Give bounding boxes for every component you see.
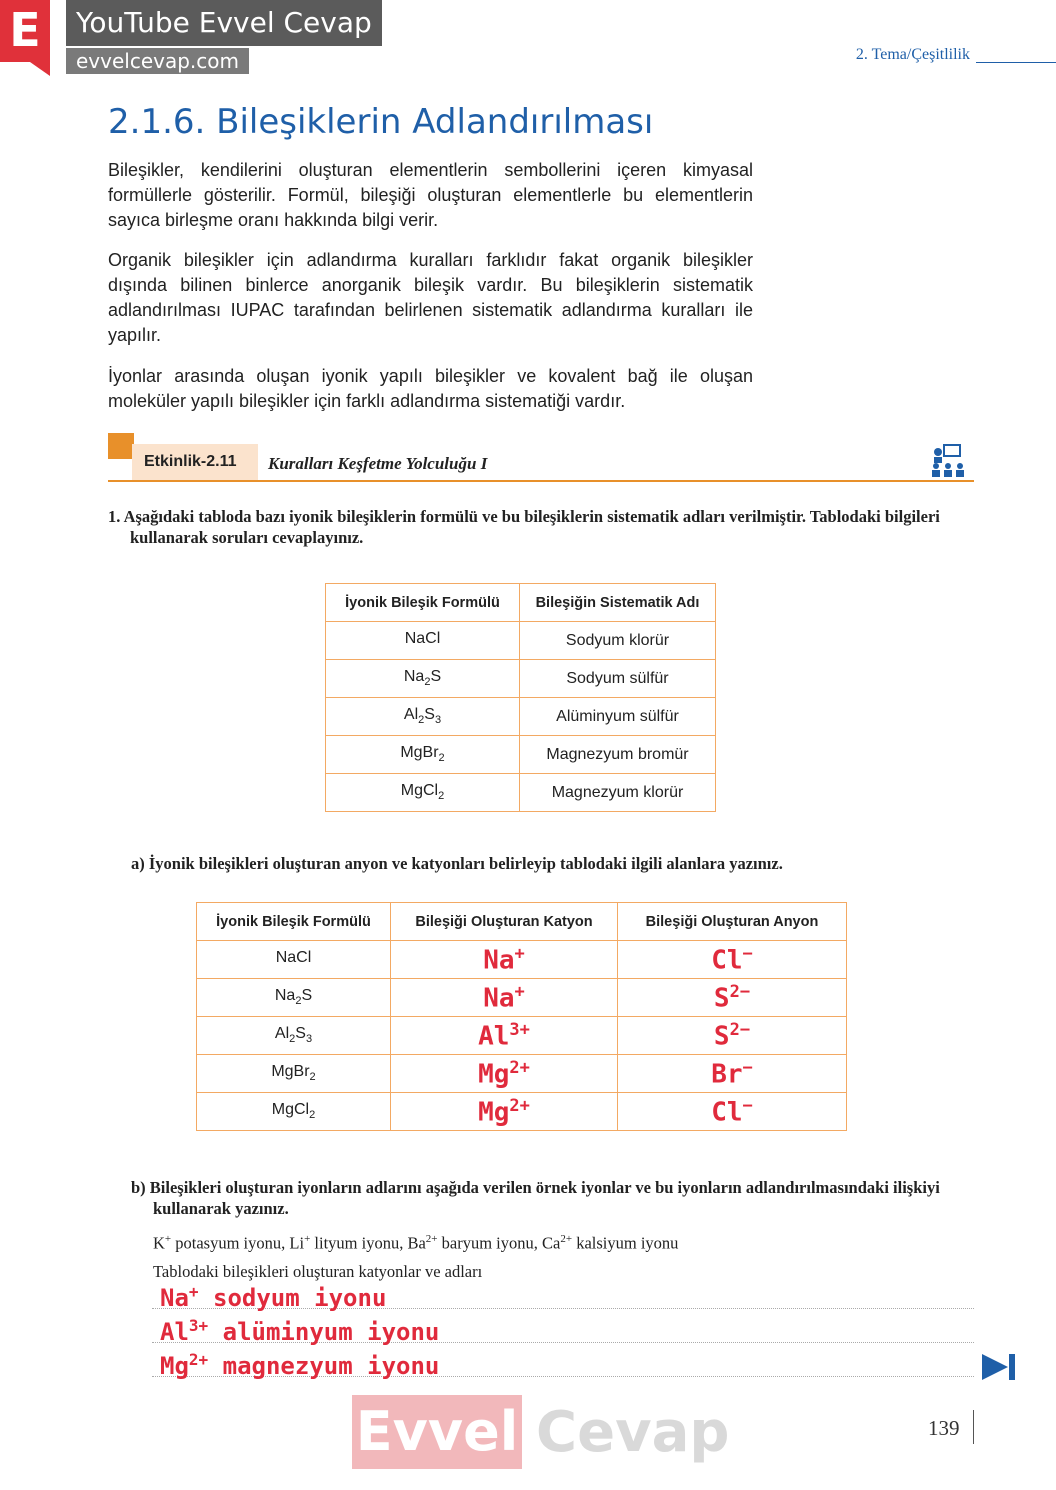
anion-cell [618, 1055, 847, 1093]
anion-symbol: Cl [711, 945, 743, 976]
formula-symbol: Na [274, 987, 296, 1005]
cations-prompt: Tablodaki bileşikleri oluşturan katyonlar ve adları [153, 1262, 483, 1281]
cation-symbol: Na [483, 983, 515, 1014]
formula-symbol: Na [403, 668, 425, 686]
answer-name: magnezyum iyonu [222, 1352, 440, 1380]
formula-subscript: 2 [309, 1071, 316, 1084]
formula-symbol: MgBr [400, 744, 439, 762]
formula-cell [197, 1093, 391, 1131]
example-ion: Ca [542, 1233, 561, 1253]
cation-symbol: Al [478, 1021, 510, 1052]
table-row [197, 1055, 847, 1093]
cation-charge: 2+ [509, 1095, 530, 1116]
formula-symbol: MgCl [271, 1101, 310, 1119]
anion-charge: − [742, 943, 753, 964]
theme-divider [976, 62, 1056, 63]
question-1: 1. Aşağıdaki tabloda bazı iyonik bileşiklerin formülü ve bu bileşiklerin sistematik adları verilmiştir. Tablodaki bilgileri kullanarak soruları cevaplayınız. [108, 507, 940, 547]
table-row [326, 660, 716, 698]
example-name: baryum iyonu, [441, 1233, 538, 1253]
example-charge: 2+ [425, 1233, 438, 1245]
formula-symbol: S [301, 987, 313, 1005]
table-ions [196, 902, 847, 1131]
formula-symbol: MgCl [400, 782, 439, 800]
theme-label: 2. Tema/Çeşitlilik [855, 46, 970, 63]
anion-symbol: S [713, 983, 730, 1014]
group-work-icon [930, 444, 966, 478]
question-b: b) Bileşikleri oluşturan iyonların adlarını aşağıda verilen örnek iyonlar ve bu iyonların adlandırılmasındaki ilişkiyi kullanarak yazınız. [131, 1178, 940, 1218]
cation-cell [391, 1017, 618, 1055]
watermark-bottom-logo: Evvel [352, 1395, 522, 1469]
answer-ion: Mg [160, 1352, 189, 1380]
paragraph-1: Bileşikler, kendilerini oluşturan elementlerin sembollerini içeren kimyasal formüllerle gösterilir. Formül, bileşiği oluşturan elementlerle bu elementlerin sayıca birleşme oranı hakkında bilgi verir. [108, 160, 753, 230]
example-ion: Ba [407, 1233, 426, 1253]
anion-symbol: S [713, 1021, 730, 1052]
formula-symbol: NaCl [404, 630, 441, 648]
example-charge: 2+ [560, 1233, 573, 1245]
table1-header-name: Bileşiğin Sistematik Adı [520, 584, 716, 622]
example-name: potasyum iyonu, [175, 1233, 286, 1253]
formula-cell [197, 979, 391, 1017]
formula-symbol: Al [274, 1025, 290, 1043]
answer-ion: Al [160, 1318, 189, 1346]
formula-cell [197, 1055, 391, 1093]
formula-cell [326, 698, 520, 736]
anion-cell [618, 1017, 847, 1055]
table-row [197, 941, 847, 979]
cation-charge: 2+ [509, 1057, 530, 1078]
answer-line-text [160, 1316, 439, 1346]
table2-header-cation: Bileşiği Oluşturan Katyon [391, 903, 618, 941]
formula-cell [326, 774, 520, 812]
table-row [326, 736, 716, 774]
anion-charge: − [742, 1057, 753, 1078]
example-ion: K [153, 1233, 165, 1253]
name-cell: Sodyum sülfür [520, 660, 716, 698]
watermark-bottom-text: Cevap [536, 1400, 730, 1465]
example-name: kalsiyum iyonu [576, 1233, 679, 1253]
anion-symbol: Cl [711, 1097, 743, 1128]
cation-symbol: Na [483, 945, 515, 976]
table-row [326, 698, 716, 736]
activity-title: Kuralları Keşfetme Yolculuğu I [268, 454, 488, 473]
name-cell: Sodyum klorür [520, 622, 716, 660]
formula-subscript: 2 [424, 676, 431, 689]
table-row [326, 774, 716, 812]
formula-subscript: 3 [305, 1033, 313, 1046]
example-name: lityum iyonu, [314, 1233, 404, 1253]
table-row [197, 1017, 847, 1055]
example-charge: + [164, 1233, 172, 1245]
cation-charge: 3+ [509, 1019, 530, 1040]
answer-charge: 2+ [188, 1350, 209, 1369]
anion-charge: − [742, 1095, 753, 1116]
anion-charge: 2− [729, 981, 751, 1002]
example-ion: Li [289, 1233, 305, 1253]
table2-header-formula: İyonik Bileşik Formülü [197, 903, 391, 941]
example-charge: + [304, 1233, 311, 1245]
activity-tab-marker [108, 433, 134, 459]
cation-symbol: Mg [478, 1059, 510, 1090]
anion-cell [618, 979, 847, 1017]
answer-name: sodyum iyonu [213, 1284, 387, 1312]
table2-header-anion: Bileşiği Oluşturan Anyon [618, 903, 847, 941]
activity-label: Etkinlik-2.11 [132, 444, 258, 480]
paragraph-2: Organik bileşikler için adlandırma kuralları farklıdır fakat organik bileşikler dışında bilinen binlerce anorganik bileşik vardır. Bu bileşiklerin sistematik adlandırılması IUPAC tarafından belirlenen sistematik adlandırma kuralları ile yapılır. [108, 250, 753, 345]
anion-cell [618, 1093, 847, 1131]
anion-symbol: Br [711, 1059, 743, 1090]
example-ions [153, 1229, 678, 1254]
table-row [197, 1093, 847, 1131]
formula-cell [197, 1017, 391, 1055]
page-number: 139 [928, 1416, 960, 1440]
paragraph-3: İyonlar arasında oluşan iyonik yapılı bileşikler ve kovalent bağ ile oluşan moleküler yapılı bileşikler için farklı adlandırma sistematiği vardır. [108, 366, 753, 411]
formula-symbol: Al [403, 706, 419, 724]
page-number-divider [973, 1410, 974, 1444]
formula-subscript: 2 [418, 714, 425, 727]
table-names [325, 583, 716, 812]
cation-symbol: Mg [478, 1097, 510, 1128]
formula-cell [326, 660, 520, 698]
cation-cell [391, 941, 618, 979]
anion-charge: 2− [729, 1019, 751, 1040]
cation-charge: + [514, 981, 525, 1002]
formula-subscript: 2 [438, 752, 445, 765]
answer-charge: + [188, 1282, 199, 1301]
table-row [326, 622, 716, 660]
activity-underline [108, 480, 974, 482]
answer-charge: 3+ [188, 1316, 209, 1335]
formula-subscript: 2 [289, 1033, 296, 1046]
next-page-icon[interactable] [982, 1352, 1016, 1382]
name-cell: Alüminyum sülfür [520, 698, 716, 736]
answer-name: alüminyum iyonu [222, 1318, 440, 1346]
name-cell: Magnezyum klorür [520, 774, 716, 812]
formula-subscript: 2 [438, 790, 445, 803]
formula-symbol: S [424, 706, 435, 724]
anion-cell [618, 941, 847, 979]
answer-line-text [160, 1282, 386, 1312]
question-a: a) İyonik bileşikleri oluşturan anyon ve katyonları belirleyip tablodaki ilgili alanlara yazınız. [131, 854, 783, 873]
formula-cell [326, 736, 520, 774]
formula-subscript: 2 [295, 995, 302, 1008]
name-cell: Magnezyum bromür [520, 736, 716, 774]
section-title: 2.1.6. Bileşiklerin Adlandırılması [108, 102, 654, 142]
cation-cell [391, 979, 618, 1017]
formula-symbol: S [430, 668, 442, 686]
formula-cell [197, 941, 391, 979]
formula-subscript: 2 [309, 1109, 316, 1122]
formula-cell [326, 622, 520, 660]
formula-subscript: 3 [434, 714, 442, 727]
watermark-title: YouTube Evvel Cevap [66, 0, 382, 46]
table-row [197, 979, 847, 1017]
cation-cell [391, 1093, 618, 1131]
table1-header-formula: İyonik Bileşik Formülü [326, 584, 520, 622]
formula-symbol: NaCl [275, 949, 312, 967]
formula-symbol: MgBr [271, 1063, 310, 1081]
answer-ion: Na [160, 1284, 189, 1312]
cation-cell [391, 1055, 618, 1093]
formula-symbol: S [295, 1025, 306, 1043]
answer-line-text [160, 1350, 439, 1380]
watermark-logo: E [0, 0, 50, 62]
cation-charge: + [514, 943, 525, 964]
watermark-url: evvelcevap.com [66, 48, 249, 74]
